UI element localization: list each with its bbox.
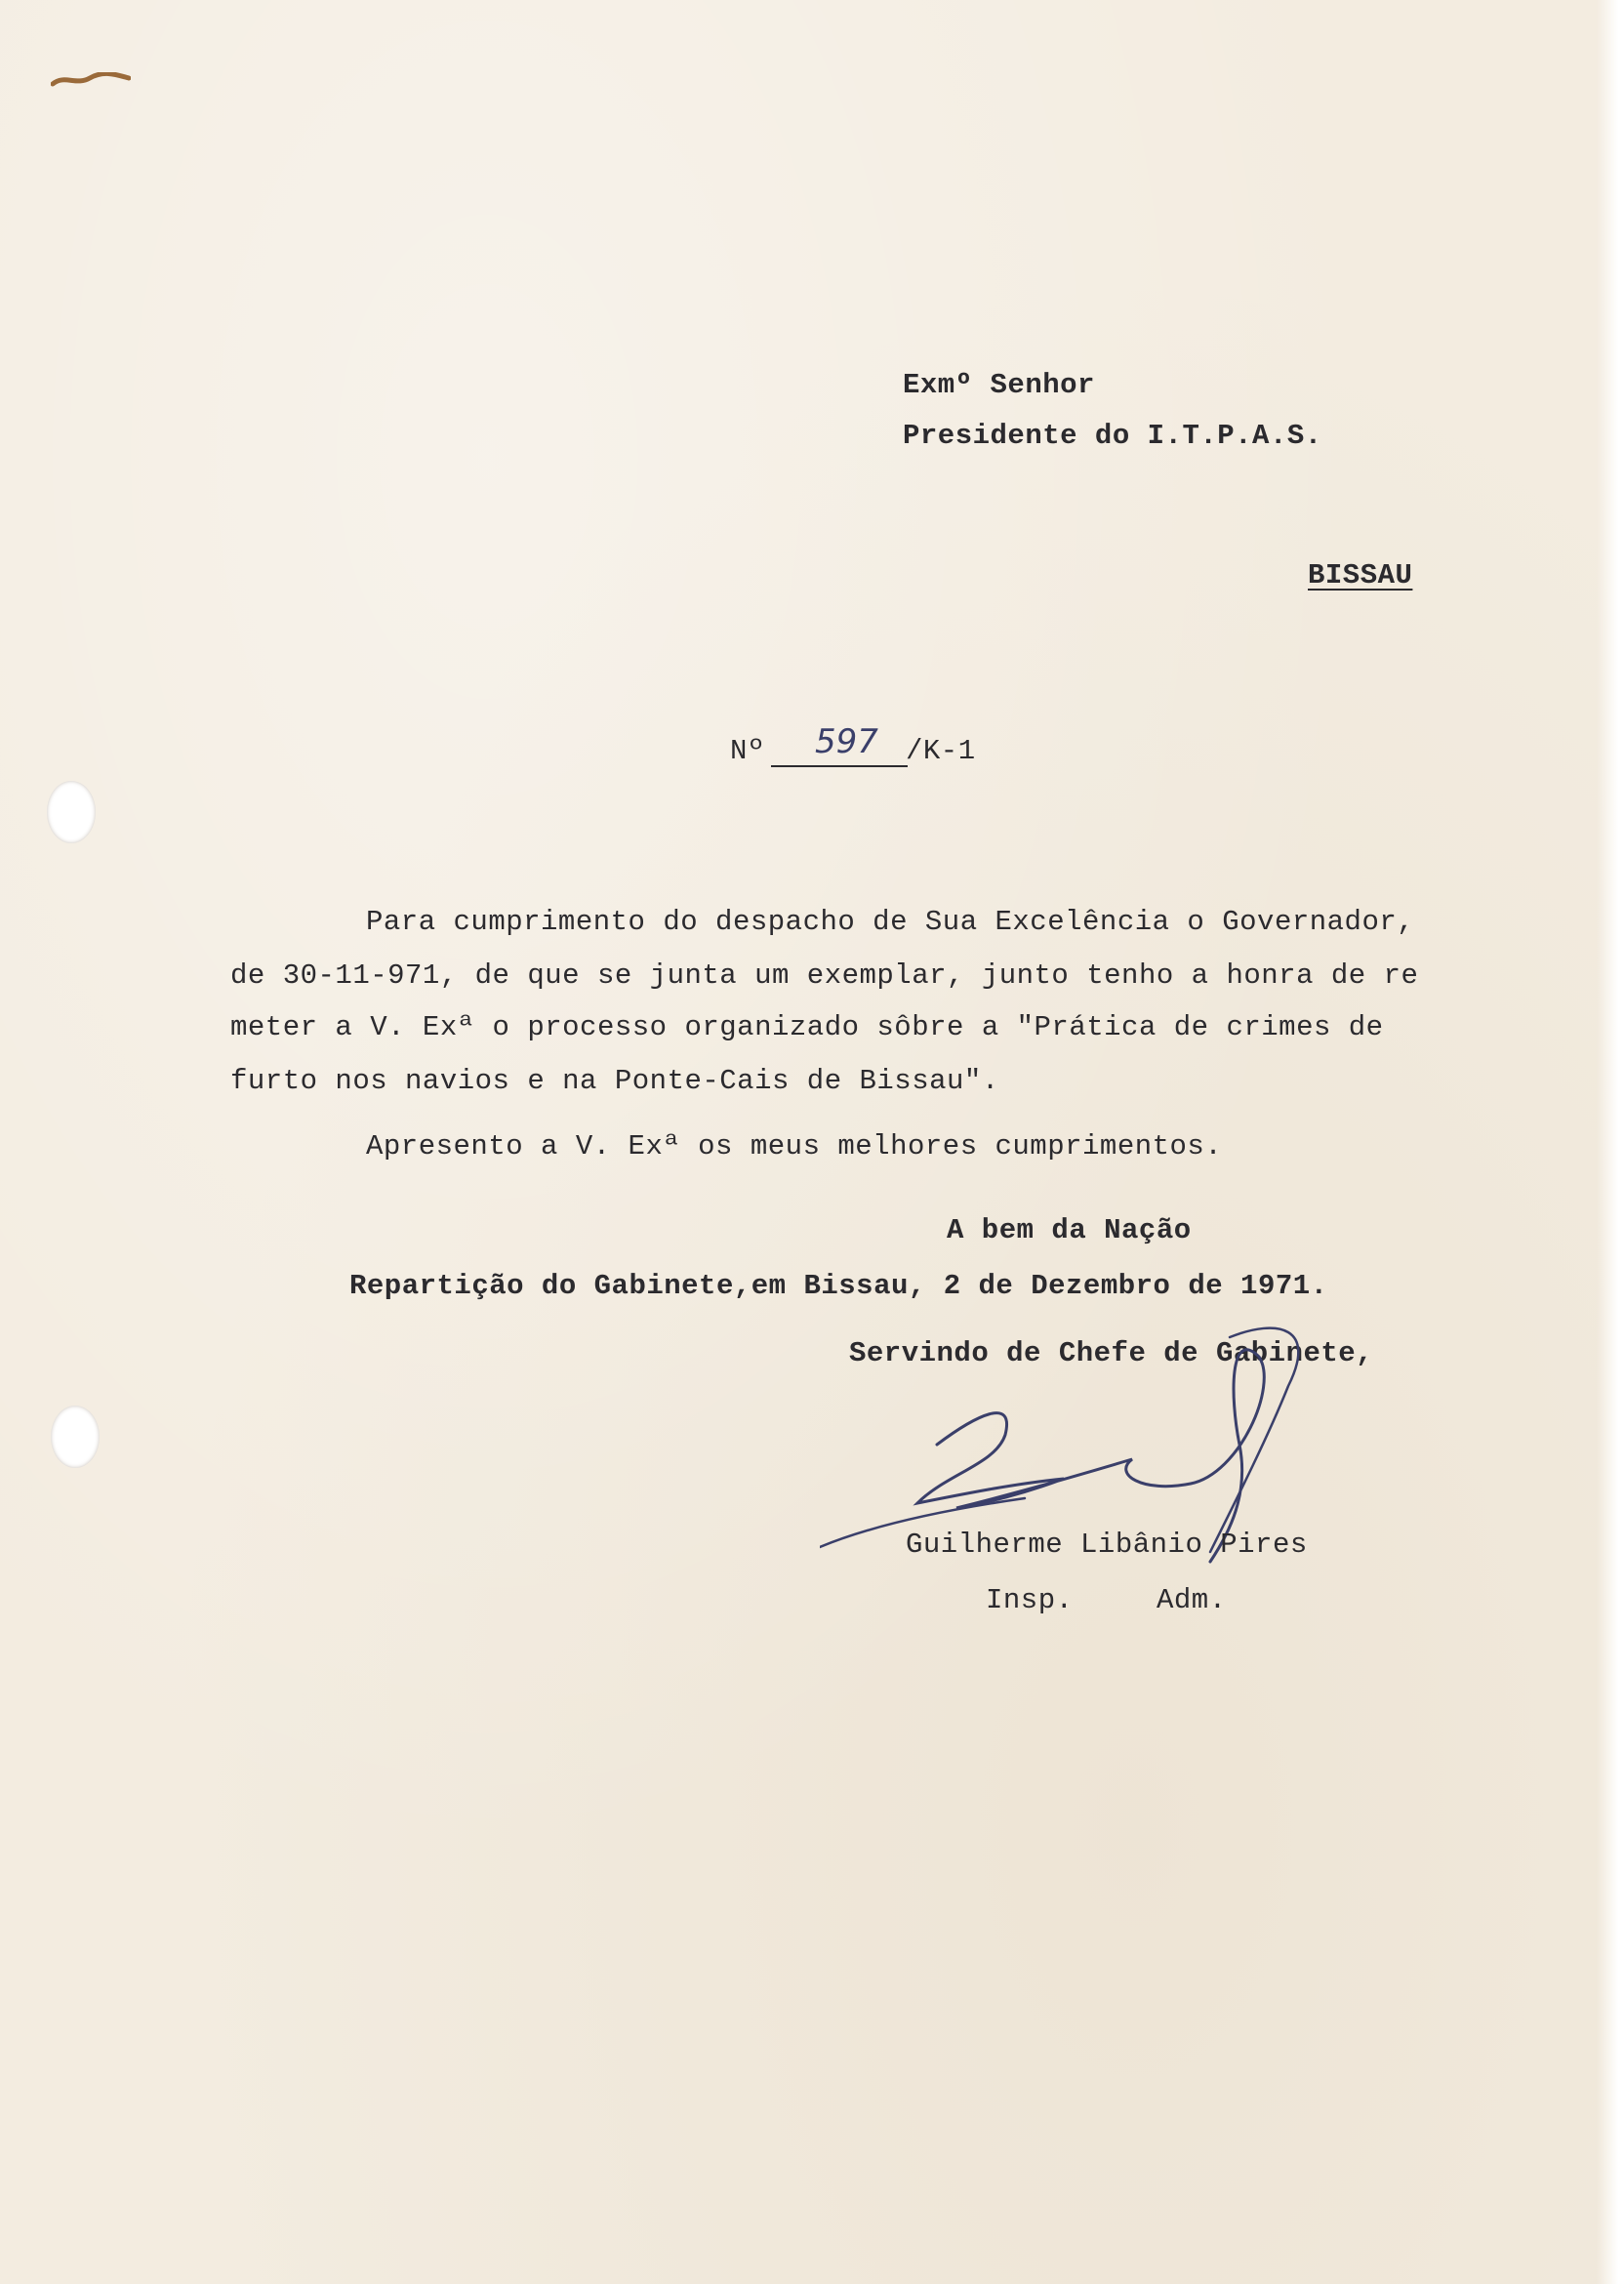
body-line-2: de 30-11-971, de que se junta um exemplar, junto tenho a honra de re <box>230 959 1419 992</box>
body-line-1: Para cumprimento do despacho de Sua Excelência o Governador, <box>366 906 1415 938</box>
signatory-rank-2: Adm. <box>1157 1584 1227 1616</box>
closing-motto: A bem da Nação <box>947 1214 1192 1246</box>
addressee-city: BISSAU <box>1308 559 1413 591</box>
salutation: Exmº Senhor <box>903 369 1095 401</box>
reference-prefix: Nº <box>730 735 765 767</box>
reference-suffix: /K-1 <box>906 735 976 767</box>
addressee-title: Presidente do I.T.P.A.S. <box>903 420 1322 452</box>
punch-hole-top <box>47 781 96 843</box>
reference-number-line <box>771 765 908 767</box>
staple-mark <box>51 72 131 88</box>
signatory-rank-1: Insp. <box>986 1584 1074 1616</box>
signatory-name: Guilherme Libânio Pires <box>906 1529 1308 1561</box>
punch-hole-bottom <box>51 1406 100 1468</box>
body-paragraph-2: Apresento a V. Exª os meus melhores cumprimentos. <box>366 1130 1223 1162</box>
closing-place-date: Repartição do Gabinete,em Bissau, 2 de Dezembro de 1971. <box>349 1270 1328 1302</box>
body-line-3: meter a V. Exª o processo organizado sôbre a "Prática de crimes de <box>230 1011 1384 1043</box>
closing-role: Servindo de Chefe de Gabinete, <box>849 1337 1374 1369</box>
body-line-4: furto nos navios e na Ponte-Cais de Bissau". <box>230 1065 999 1097</box>
reference-number: 597 <box>815 722 878 761</box>
